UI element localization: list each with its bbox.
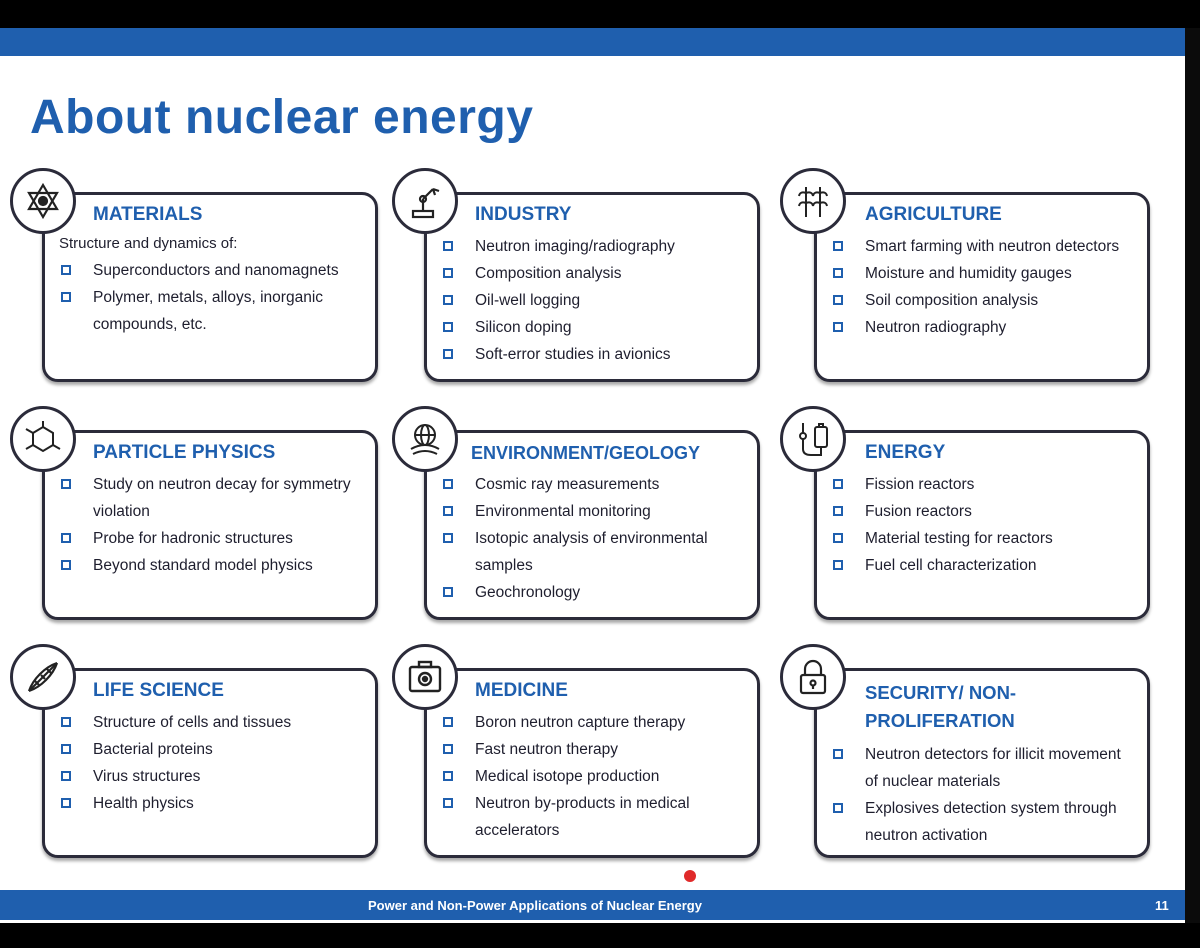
list-item: Moisture and humidity gauges <box>827 260 1137 287</box>
card-list <box>827 233 1137 341</box>
footer-bar <box>0 890 1185 920</box>
slide-title: About nuclear energy <box>30 91 534 144</box>
atom-lattice-icon <box>10 168 76 234</box>
molecule-icon <box>10 406 76 472</box>
card-heading: MEDICINE <box>475 680 568 701</box>
list-item: Probe for hadronic structures <box>55 525 365 552</box>
list-item: Isotopic analysis of environmental samples <box>437 525 747 579</box>
list-item: Fuel cell characterization <box>827 552 1137 579</box>
card-list <box>437 233 747 368</box>
list-item: Neutron imaging/radiography <box>437 233 747 260</box>
card-medicine <box>424 668 760 858</box>
card-list <box>55 709 365 817</box>
card-environment-geology <box>424 430 760 620</box>
card-agriculture <box>814 192 1150 382</box>
list-item: Material testing for reactors <box>827 525 1137 552</box>
top-bar <box>0 28 1185 56</box>
list-item: Soil composition analysis <box>827 287 1137 314</box>
list-item: Silicon doping <box>437 314 747 341</box>
page-number: 11 <box>1155 898 1169 913</box>
list-item: Geochronology <box>437 579 747 606</box>
list-item: Study on neutron decay for symmetry violation <box>55 471 365 525</box>
list-item: Bacterial proteins <box>55 736 365 763</box>
card-heading: INDUSTRY <box>475 204 572 225</box>
list-item: Environmental monitoring <box>437 498 747 525</box>
card-materials <box>42 192 378 382</box>
card-heading: LIFE SCIENCE <box>93 680 224 701</box>
card-life-science <box>42 668 378 858</box>
globe-leaf-icon <box>392 406 458 472</box>
crops-icon <box>780 168 846 234</box>
card-list <box>437 471 747 606</box>
card-energy <box>814 430 1150 620</box>
slide-edge <box>1185 28 1200 923</box>
list-item: Composition analysis <box>437 260 747 287</box>
list-item: Soft-error studies in avionics <box>437 341 747 368</box>
list-item: Explosives detection system through neutron activation <box>827 795 1137 849</box>
card-heading: ENVIRONMENT/GEOLOGY <box>471 443 701 463</box>
card-list <box>55 257 365 338</box>
card-list <box>827 741 1137 849</box>
card-heading: AGRICULTURE <box>865 204 1002 225</box>
card-industry <box>424 192 760 382</box>
list-item: Superconductors and nanomagnets <box>55 257 365 284</box>
card-heading: PARTICLE PHYSICS <box>93 442 276 463</box>
card-list <box>437 709 747 844</box>
battery-plug-icon <box>780 406 846 472</box>
list-item: Boron neutron capture therapy <box>437 709 747 736</box>
list-item: Cosmic ray measurements <box>437 471 747 498</box>
padlock-icon <box>780 644 846 710</box>
medical-kit-icon <box>392 644 458 710</box>
slide <box>0 28 1200 923</box>
list-item: Fusion reactors <box>827 498 1137 525</box>
footer-text: Power and Non-Power Applications of Nuclear Energy <box>368 898 702 913</box>
list-item: Neutron by-products in medical accelerators <box>437 790 747 844</box>
list-item: Neutron detectors for illicit movement of nuclear materials <box>827 741 1137 795</box>
card-intro: Structure and dynamics of: <box>59 235 238 252</box>
card-heading: ENERGY <box>865 442 946 463</box>
list-item: Virus structures <box>55 763 365 790</box>
card-list <box>827 471 1137 579</box>
card-list <box>55 471 365 579</box>
list-item: Fission reactors <box>827 471 1137 498</box>
card-heading: SECURITY/ NON-PROLIFERATION <box>865 682 1017 731</box>
list-item: Beyond standard model physics <box>55 552 365 579</box>
card-security <box>814 668 1150 858</box>
list-item: Fast neutron therapy <box>437 736 747 763</box>
list-item: Medical isotope production <box>437 763 747 790</box>
list-item: Neutron radiography <box>827 314 1137 341</box>
robot-arm-icon <box>392 168 458 234</box>
card-particle-physics <box>42 430 378 620</box>
laser-pointer-dot <box>684 870 696 882</box>
card-heading: MATERIALS <box>93 204 203 225</box>
list-item: Polymer, metals, alloys, inorganic compounds, etc. <box>55 284 365 338</box>
dna-icon <box>10 644 76 710</box>
list-item: Smart farming with neutron detectors <box>827 233 1137 260</box>
list-item: Health physics <box>55 790 365 817</box>
list-item: Structure of cells and tissues <box>55 709 365 736</box>
list-item: Oil-well logging <box>437 287 747 314</box>
